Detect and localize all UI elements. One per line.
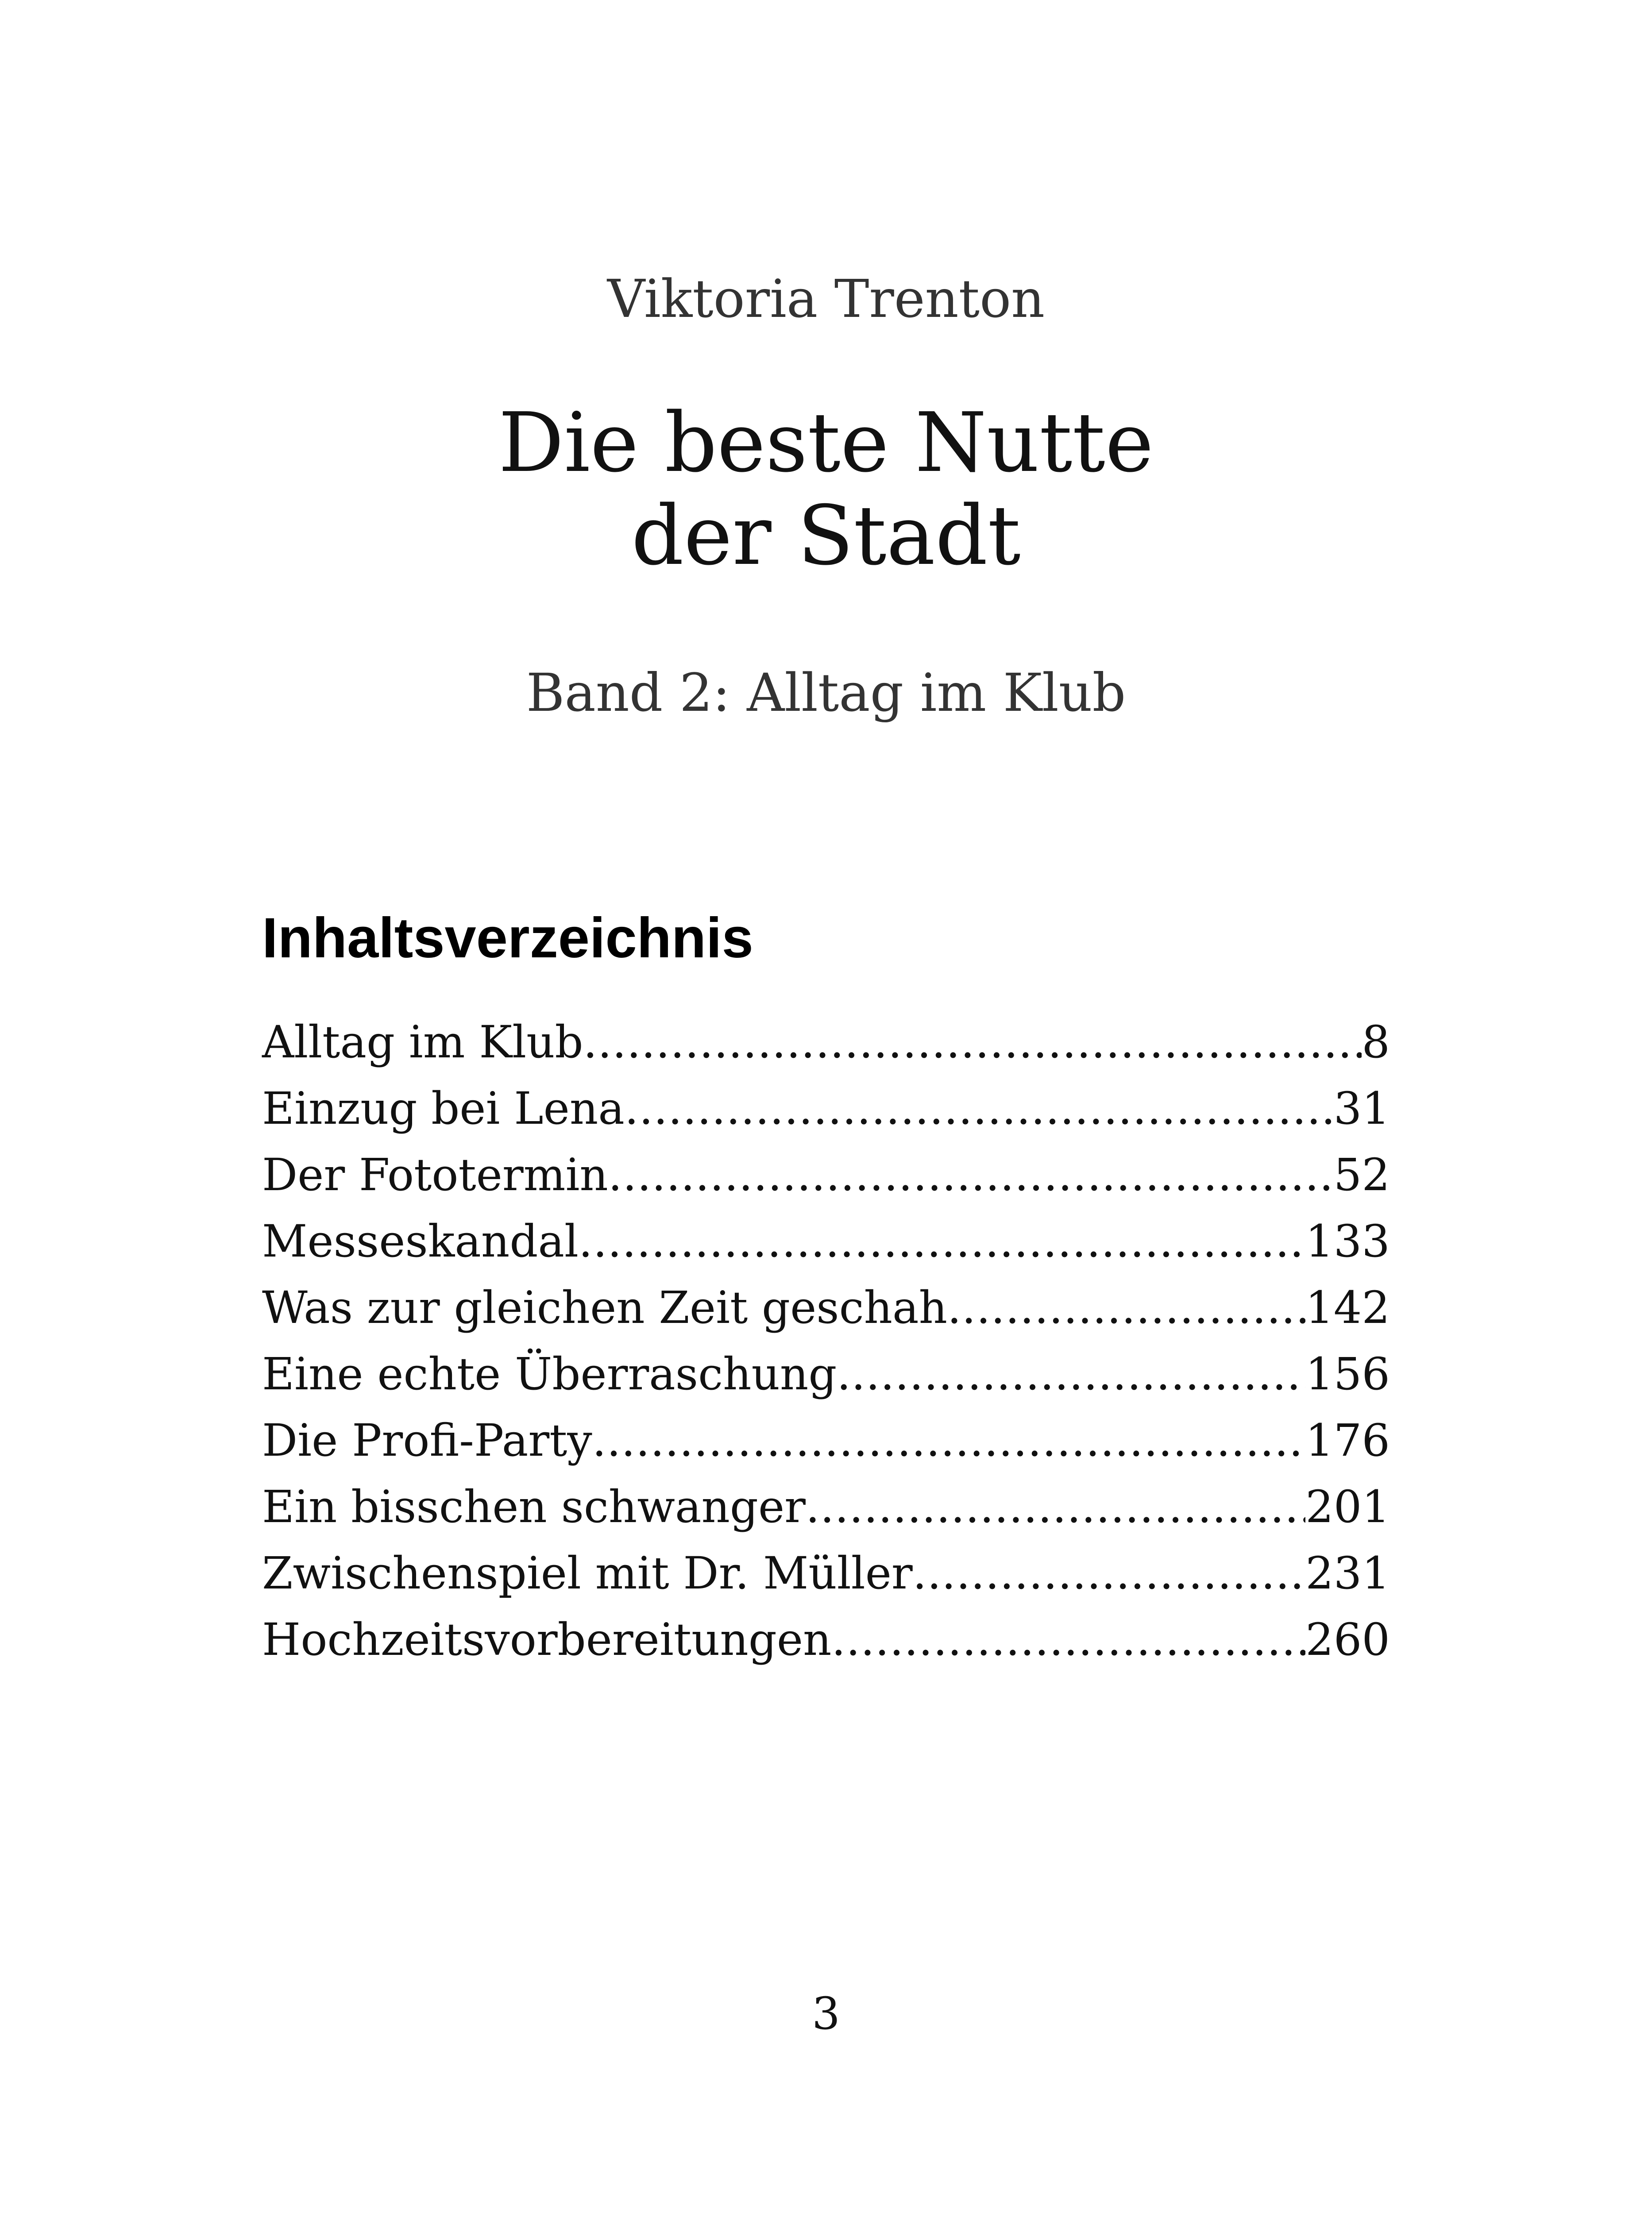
toc-entry: [262, 1009, 1390, 1076]
toc-entry: [262, 1275, 1390, 1341]
book-title-line-1: Die beste Nutte: [498, 395, 1154, 490]
toc-entry-page: 8: [1362, 1016, 1390, 1068]
toc-dot-leader: [583, 1009, 1362, 1076]
toc-entry: [262, 1407, 1390, 1474]
toc-dot-leader: [947, 1275, 1305, 1341]
toc-entry: [262, 1142, 1390, 1208]
toc-entry-page: 133: [1305, 1215, 1390, 1267]
table-of-contents: [262, 905, 1390, 1673]
toc-dot-leader: [837, 1341, 1305, 1407]
toc-entry-title: Zwischenspiel mit Dr. Müller: [262, 1547, 913, 1599]
book-title-line-2: der Stadt: [631, 488, 1021, 583]
toc-entry-page: 142: [1305, 1282, 1390, 1334]
toc-dot-leader: [831, 1607, 1305, 1673]
toc-entry-page: 176: [1305, 1415, 1390, 1466]
toc-entry: [262, 1607, 1390, 1673]
toc-entry: [262, 1208, 1390, 1275]
toc-entry: [262, 1474, 1390, 1540]
page-number: 3: [812, 1988, 840, 2040]
toc-entry: [262, 1540, 1390, 1607]
toc-heading: Inhaltsverzeichnis: [262, 906, 753, 970]
toc-entry-title: Was zur gleichen Zeit geschah: [262, 1282, 947, 1334]
toc-entry-title: Hochzeitsvorbereitungen: [262, 1614, 832, 1666]
toc-dot-leader: [625, 1076, 1334, 1142]
toc-entry-title: Eine echte Überraschung: [262, 1348, 837, 1400]
toc-entry-title: Der Fototermin: [262, 1149, 608, 1201]
toc-dot-leader: [579, 1208, 1305, 1275]
toc-list: [262, 1009, 1390, 1673]
author-name: Viktoria Trenton: [607, 268, 1045, 329]
toc-dot-leader: [608, 1142, 1334, 1208]
book-subtitle: Band 2: Alltag im Klub: [526, 662, 1126, 723]
toc-entry: [262, 1341, 1390, 1407]
toc-entry-page: 260: [1305, 1614, 1390, 1666]
toc-entry-title: Ein bisschen schwanger: [262, 1481, 806, 1533]
toc-entry-page: 156: [1305, 1348, 1390, 1400]
toc-dot-leader: [592, 1407, 1305, 1474]
toc-entry-page: 231: [1305, 1547, 1390, 1599]
toc-dot-leader: [913, 1540, 1305, 1607]
toc-entry-title: Alltag im Klub: [262, 1016, 583, 1068]
toc-entry-page: 201: [1305, 1481, 1390, 1533]
book-title: [0, 396, 1652, 582]
toc-entry: [262, 1076, 1390, 1142]
toc-entry-title: Einzug bei Lena: [262, 1083, 625, 1134]
toc-entry-title: Die Profi-Party: [262, 1415, 592, 1466]
toc-entry-title: Messeskandal: [262, 1215, 579, 1267]
toc-dot-leader: [806, 1474, 1305, 1540]
toc-entry-page: 31: [1333, 1083, 1390, 1134]
toc-entry-page: 52: [1333, 1149, 1390, 1201]
